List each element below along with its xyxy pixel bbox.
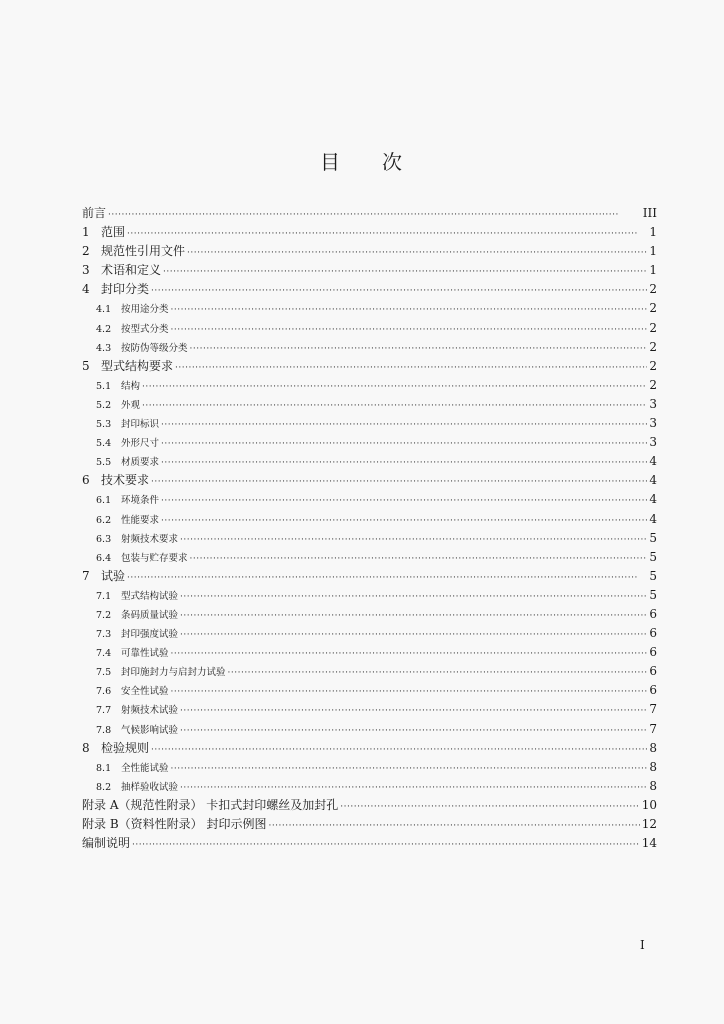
toc-entry-number: 7.1 bbox=[96, 590, 112, 602]
toc-entry-label: 检验规则 bbox=[101, 740, 150, 755]
toc-entry[interactable] bbox=[82, 681, 657, 700]
toc-dot-leader bbox=[268, 817, 639, 834]
toc-entry-label: 型式结构试验 bbox=[121, 590, 179, 602]
toc-entry-number: 4.3 bbox=[96, 342, 112, 354]
toc-entry-page: 2 bbox=[649, 358, 657, 373]
toc-entry-number: 4.1 bbox=[96, 304, 112, 316]
toc-entry-number: 7.6 bbox=[96, 686, 112, 698]
toc-entry-page: 6 bbox=[649, 606, 657, 621]
toc-entry[interactable] bbox=[82, 261, 657, 280]
toc-entry-page: 6 bbox=[649, 645, 657, 660]
toc-entry-number: 3 bbox=[82, 263, 90, 278]
toc-entry-number: 2 bbox=[82, 244, 90, 259]
toc-entry-page: 12 bbox=[641, 817, 657, 831]
toc-entry[interactable] bbox=[82, 319, 657, 338]
toc-entry[interactable] bbox=[82, 242, 657, 261]
toc-entry[interactable] bbox=[82, 662, 657, 681]
toc-entry[interactable] bbox=[82, 452, 657, 471]
toc-entry-number: 5.5 bbox=[96, 457, 112, 469]
toc-dot-leader bbox=[180, 722, 647, 739]
toc-entry[interactable] bbox=[82, 299, 657, 318]
toc-entry-page: 7 bbox=[649, 702, 657, 717]
toc-entry-label: 按用途分类 bbox=[121, 304, 169, 316]
toc-entry-number: 7.8 bbox=[96, 724, 112, 736]
toc-entry[interactable] bbox=[82, 834, 657, 853]
toc-entry[interactable] bbox=[82, 490, 657, 509]
toc-entry-page: 2 bbox=[649, 339, 657, 354]
toc-entry-page: 4 bbox=[649, 511, 657, 526]
toc-entry[interactable] bbox=[82, 510, 657, 529]
toc-dot-leader bbox=[142, 397, 647, 414]
toc-dot-leader bbox=[190, 550, 648, 567]
toc-dot-leader bbox=[180, 779, 647, 796]
toc-entry-page: 5 bbox=[649, 530, 657, 545]
toc-entry[interactable] bbox=[82, 758, 657, 777]
toc-entry-page: 5 bbox=[649, 549, 657, 564]
toc-entry-number: 8 bbox=[82, 740, 90, 755]
toc-entry-label: 结构 bbox=[121, 380, 141, 392]
toc-entry-number: 1 bbox=[82, 225, 90, 240]
toc-dot-leader bbox=[151, 473, 647, 490]
toc-entry-label: 技术要求 bbox=[101, 473, 150, 488]
toc-entry-label: 环境条件 bbox=[121, 495, 160, 507]
toc-entry-label: 封印标识 bbox=[121, 419, 160, 431]
toc-entry[interactable] bbox=[82, 567, 657, 586]
toc-dot-leader bbox=[163, 263, 647, 280]
toc-entry-page: 1 bbox=[649, 225, 657, 240]
toc-entry-label: 封印施封力与启封力试验 bbox=[121, 667, 226, 679]
toc-entry[interactable] bbox=[82, 223, 657, 242]
toc-entry-page: 4 bbox=[649, 492, 657, 507]
title-char-1: 目 bbox=[320, 150, 342, 174]
toc-entry-label: 外形尺寸 bbox=[121, 438, 160, 450]
toc-entry[interactable] bbox=[82, 815, 657, 834]
toc-entry-label: 材质要求 bbox=[121, 457, 160, 469]
toc-entry-page: 2 bbox=[649, 301, 657, 316]
toc-entry-number: 5.2 bbox=[96, 399, 112, 411]
toc-entry[interactable] bbox=[82, 280, 657, 299]
toc-entry-page: 4 bbox=[649, 454, 657, 469]
toc-entry-number: 5 bbox=[82, 358, 90, 373]
toc-entry-page: 1 bbox=[649, 263, 657, 278]
toc-entry-number: 7.3 bbox=[96, 629, 112, 641]
toc-entry[interactable] bbox=[82, 338, 657, 357]
toc-entry-number: 4.2 bbox=[96, 323, 112, 335]
toc-entry[interactable] bbox=[82, 624, 657, 643]
toc-dot-leader bbox=[180, 607, 647, 624]
toc-entry-page: 3 bbox=[649, 416, 657, 431]
toc-dot-leader bbox=[171, 645, 648, 662]
toc-entry-label: 射频技术要求 bbox=[121, 533, 179, 545]
toc-entry-label: 全性能试验 bbox=[121, 762, 169, 774]
toc-entry-page: 10 bbox=[641, 797, 657, 812]
toc-entry-label: 附录 A（规范性附录） 卡扣式封印螺丝及加封孔 bbox=[82, 797, 339, 812]
toc-dot-leader bbox=[190, 340, 648, 357]
toc-dot-leader bbox=[171, 321, 648, 338]
toc-dot-leader bbox=[175, 359, 647, 376]
toc-dot-leader bbox=[151, 282, 647, 299]
toc-entry-label: 安全性试验 bbox=[121, 686, 169, 698]
toc-entry-page: 8 bbox=[649, 759, 657, 774]
toc-entry-page: 2 bbox=[649, 320, 657, 335]
toc-entry-number: 7 bbox=[82, 568, 90, 583]
toc-dot-leader bbox=[171, 683, 648, 700]
toc-entry[interactable] bbox=[82, 414, 657, 433]
toc-entry-label: 可靠性试验 bbox=[121, 648, 169, 660]
toc-entry-label: 封印强度试验 bbox=[121, 629, 179, 641]
toc-entry-label: 规范性引用文件 bbox=[101, 244, 186, 259]
toc-entry-page: 4 bbox=[649, 473, 657, 488]
toc-entry[interactable] bbox=[82, 529, 657, 548]
toc-entry-page: 6 bbox=[649, 626, 657, 641]
toc-entry[interactable] bbox=[82, 376, 657, 395]
toc-entry[interactable] bbox=[82, 700, 657, 719]
toc-entry-number: 7.7 bbox=[96, 705, 112, 717]
toc-entry-page: 1 bbox=[649, 244, 657, 259]
page-number: I bbox=[640, 938, 645, 952]
toc-entry-label: 型式结构要求 bbox=[101, 358, 174, 373]
toc-entry-label: 按型式分类 bbox=[121, 323, 169, 335]
title-char-2: 次 bbox=[382, 150, 404, 174]
toc-entry-number: 6.4 bbox=[96, 552, 112, 564]
toc-dot-leader bbox=[161, 454, 647, 471]
toc-entry-number: 7.4 bbox=[96, 648, 112, 660]
toc-entry-number: 6.1 bbox=[96, 495, 112, 507]
toc-dot-leader bbox=[180, 626, 647, 643]
toc-entry-page: 8 bbox=[649, 778, 657, 793]
toc-entry-number: 6 bbox=[82, 473, 90, 488]
toc-entry-page: 3 bbox=[649, 396, 657, 411]
toc-dot-leader bbox=[171, 301, 648, 318]
toc-entry-label: 前言 bbox=[82, 206, 107, 220]
toc-entry-number: 6.2 bbox=[96, 514, 112, 526]
toc-entry-label: 气候影响试验 bbox=[121, 724, 179, 736]
toc-entry-page: 14 bbox=[641, 836, 657, 851]
toc-entry-label: 外观 bbox=[121, 399, 141, 411]
toc-entry[interactable] bbox=[82, 204, 657, 223]
toc-entry-label: 包装与贮存要求 bbox=[121, 552, 188, 564]
toc-dot-leader bbox=[142, 378, 647, 395]
toc-entry[interactable] bbox=[82, 586, 657, 605]
toc-dot-leader bbox=[127, 225, 647, 242]
toc-dot-leader bbox=[161, 512, 647, 529]
toc-entry[interactable] bbox=[82, 739, 657, 758]
toc-dot-leader bbox=[228, 664, 648, 681]
toc-dot-leader bbox=[132, 836, 640, 853]
toc-entry-page: 5 bbox=[649, 568, 657, 583]
toc-entry[interactable] bbox=[82, 548, 657, 567]
toc-entry-number: 7.5 bbox=[96, 667, 112, 679]
toc-entry[interactable] bbox=[82, 433, 657, 452]
toc-entry-number: 4 bbox=[82, 282, 90, 297]
toc-entry-page: 8 bbox=[649, 740, 657, 755]
toc-dot-leader bbox=[108, 206, 641, 223]
toc-dot-leader bbox=[161, 492, 647, 509]
toc-dot-leader bbox=[180, 702, 647, 719]
toc-entry-number: 5.4 bbox=[96, 438, 112, 450]
toc-entry-label: 射频技术试验 bbox=[121, 705, 179, 717]
toc-entry-number: 6.3 bbox=[96, 533, 112, 545]
toc-entry-number: 8.2 bbox=[96, 781, 112, 793]
toc-entry-number: 5.3 bbox=[96, 419, 112, 431]
toc-entry-page: 6 bbox=[649, 683, 657, 698]
toc-entry-label: 性能要求 bbox=[121, 514, 160, 526]
toc-entry-label: 范围 bbox=[101, 225, 126, 240]
toc-entry[interactable] bbox=[82, 471, 657, 490]
toc-dot-leader bbox=[171, 760, 648, 777]
toc-entry[interactable] bbox=[82, 643, 657, 662]
toc-dot-leader bbox=[161, 435, 647, 452]
table-of-contents bbox=[82, 204, 657, 853]
toc-entry[interactable] bbox=[82, 777, 657, 796]
toc-entry-label: 附录 B（资料性附录） 封印示例图 bbox=[82, 817, 267, 831]
toc-dot-leader bbox=[187, 244, 647, 261]
page-title bbox=[0, 146, 724, 175]
toc-dot-leader bbox=[340, 798, 639, 815]
toc-entry[interactable] bbox=[82, 357, 657, 376]
toc-entry-label: 条码质量试验 bbox=[121, 609, 179, 621]
toc-entry-number: 8.1 bbox=[96, 762, 112, 774]
toc-entry[interactable] bbox=[82, 796, 657, 815]
toc-dot-leader bbox=[180, 531, 647, 548]
toc-entry-label: 编制说明 bbox=[82, 836, 131, 851]
toc-entry-page: 2 bbox=[649, 377, 657, 392]
toc-entry[interactable] bbox=[82, 395, 657, 414]
toc-entry-number: 5.1 bbox=[96, 380, 112, 392]
toc-entry-page: 3 bbox=[649, 435, 657, 450]
toc-entry-label: 封印分类 bbox=[101, 282, 150, 297]
toc-entry-page: 6 bbox=[649, 664, 657, 679]
toc-entry-label: 按防伪等级分类 bbox=[121, 342, 188, 354]
toc-entry-page: 5 bbox=[649, 587, 657, 602]
toc-dot-leader bbox=[180, 588, 647, 605]
toc-entry-page: 2 bbox=[649, 282, 657, 297]
toc-entry-label: 试验 bbox=[101, 568, 126, 583]
toc-entry-label: 抽样验收试验 bbox=[121, 781, 179, 793]
toc-entry-page: III bbox=[642, 206, 657, 220]
toc-entry-label: 术语和定义 bbox=[101, 263, 162, 278]
toc-entry[interactable] bbox=[82, 605, 657, 624]
toc-dot-leader bbox=[161, 416, 647, 433]
toc-dot-leader bbox=[151, 741, 647, 758]
toc-dot-leader bbox=[127, 569, 647, 586]
toc-entry[interactable] bbox=[82, 720, 657, 739]
toc-entry-number: 7.2 bbox=[96, 609, 112, 621]
toc-entry-page: 7 bbox=[649, 721, 657, 736]
